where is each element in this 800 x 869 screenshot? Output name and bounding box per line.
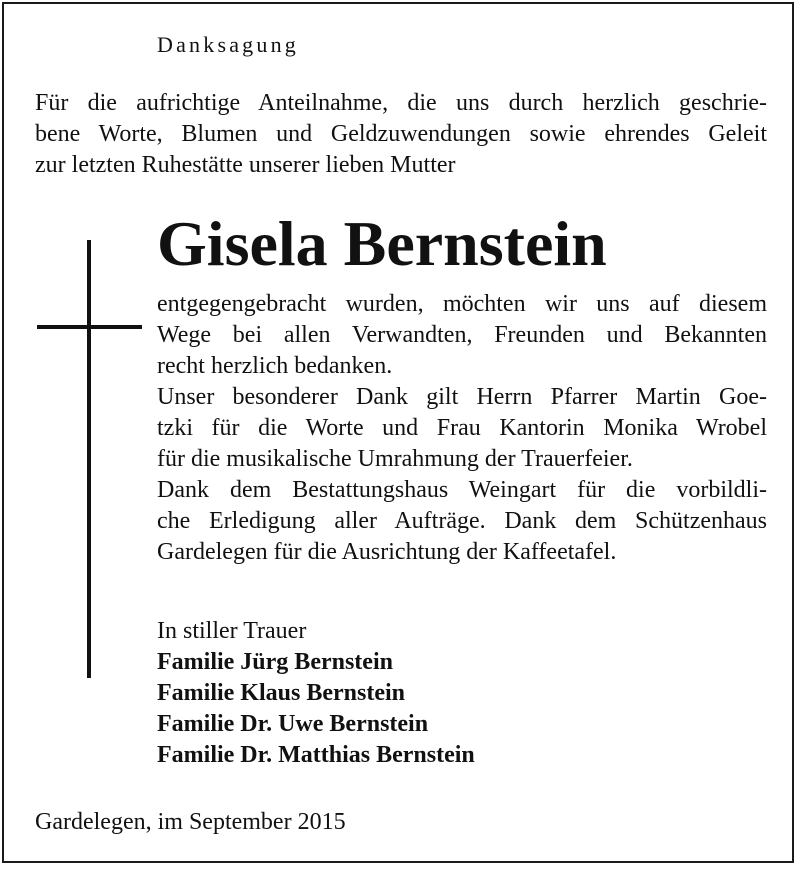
- body-line: Unser besonderer Dank gilt Herrn Pfarrer Martin Goe-: [157, 384, 767, 410]
- deceased-name: Gisela Bernstein: [157, 208, 607, 279]
- body-line: für die musikalische Umrahmung der Trauerfeier.: [157, 446, 633, 472]
- body-line: che Erledigung aller Aufträge. Dank dem Schützenhaus: [157, 508, 767, 534]
- signature-intro: In stiller Trauer: [157, 618, 307, 644]
- body-line: recht herzlich bedanken.: [157, 353, 393, 379]
- intro-paragraph: [35, 88, 775, 181]
- signature-block: [157, 616, 475, 771]
- intro-line: zur letzten Ruhestätte unserer lieben Mutter: [35, 152, 456, 178]
- intro-line: bene Worte, Blumen und Geldzuwendungen sowie ehrendes Geleit: [35, 121, 767, 147]
- body-line: Wege bei allen Verwandten, Freunden und Bekannten: [157, 322, 767, 348]
- family-name: Familie Jürg Bernstein: [157, 649, 393, 675]
- thanks-paragraph: [157, 289, 767, 568]
- body-line: Gardelegen für die Ausrichtung der Kaffeetafel.: [157, 539, 617, 565]
- cross-icon: [87, 240, 91, 678]
- family-name: Familie Dr. Matthias Bernstein: [157, 742, 475, 768]
- place-date: Gardelegen, im September 2015: [35, 809, 346, 835]
- family-name: Familie Klaus Bernstein: [157, 680, 405, 706]
- family-name: Familie Dr. Uwe Bernstein: [157, 711, 429, 737]
- body-line: Dank dem Bestattungshaus Weingart für die vorbildli-: [157, 477, 767, 503]
- notice-heading: Danksagung: [157, 32, 299, 57]
- body-line: entgegengebracht wurden, möchten wir uns auf diesem: [157, 291, 767, 317]
- cross-icon-crossbar: [37, 325, 142, 329]
- body-line: tzki für die Worte und Frau Kantorin Monika Wrobel: [157, 415, 767, 441]
- intro-line: Für die aufrichtige Anteilnahme, die uns durch herzlich geschrie-: [35, 90, 767, 116]
